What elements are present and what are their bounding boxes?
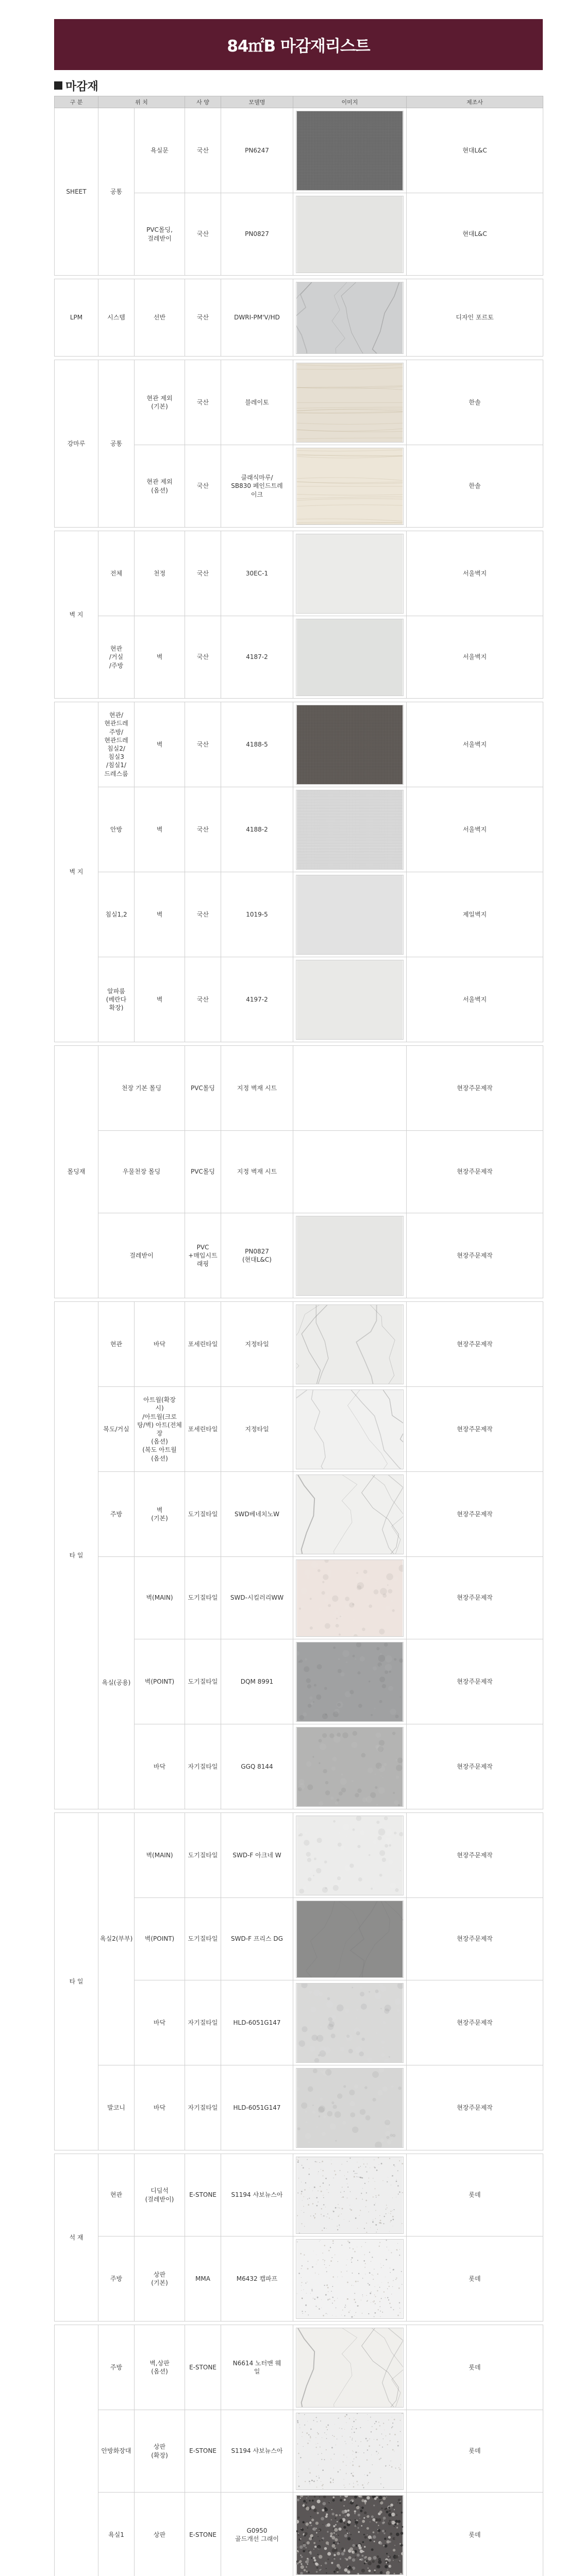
table-row bbox=[55, 1046, 543, 1131]
spec-cell: E-STONE bbox=[185, 2410, 221, 2493]
location-cell: 전체 bbox=[98, 531, 135, 616]
model-cell: M6432 캡파프 bbox=[221, 2236, 293, 2321]
location-cell: 알파룸 (베란다 확장) bbox=[98, 957, 135, 1042]
tile-pink-beige-swatch bbox=[296, 1560, 404, 1637]
image-cell bbox=[293, 2154, 407, 2236]
sub-location-cell: 벽 bbox=[135, 872, 185, 957]
sub-location-cell: 아트월(확장 시) /아트월(크로 탕/벽) 아트(전체 장 (옵션) (복도 아트월 (옵션) bbox=[135, 1387, 185, 1472]
image-cell bbox=[293, 445, 407, 528]
spec-cell: 국산 bbox=[185, 616, 221, 699]
image-cell bbox=[293, 702, 407, 787]
location-cell: 현관/현관드레 주방/현관드레 침실2/침실3 /침실1/ 드레스룸 bbox=[98, 702, 135, 787]
image-cell bbox=[293, 360, 407, 445]
header-model: 모델명 bbox=[221, 96, 293, 108]
location-cell: 걸레받이 bbox=[98, 1213, 185, 1298]
category-cell: 타 일 bbox=[55, 1302, 98, 1809]
table-row bbox=[55, 702, 543, 787]
model-cell: 1019-5 bbox=[221, 872, 293, 957]
maker-cell: 서울벽지 bbox=[407, 616, 543, 699]
location-cell: 안방화장대 bbox=[98, 2410, 135, 2493]
model-cell: S1194 샤보뉴스아 bbox=[221, 2154, 293, 2236]
location-cell: 현관 /거실 /주방 bbox=[98, 616, 135, 699]
model-cell: HLD-6051G147 bbox=[221, 2065, 293, 2150]
maker-cell: 현장주문제작 bbox=[407, 1302, 543, 1387]
maker-cell: 서울벽지 bbox=[407, 531, 543, 616]
category-cell: SHEET bbox=[55, 108, 98, 276]
table-row bbox=[55, 2236, 543, 2321]
maker-cell: 제일벽지 bbox=[407, 872, 543, 957]
image-cell bbox=[293, 2325, 407, 2410]
tile-mid-gray-swatch bbox=[296, 1727, 404, 1807]
spec-cell: 국산 bbox=[185, 193, 221, 276]
sheet-white-swatch bbox=[296, 196, 404, 273]
spec-cell: 도기질타일 bbox=[185, 1472, 221, 1557]
model-cell: 클래식마루/ SB830 페인드트레 이크 bbox=[221, 445, 293, 528]
tile-light-stone-swatch bbox=[296, 1983, 404, 2063]
sub-location-cell: 벽 bbox=[135, 702, 185, 787]
maker-cell: 롯데 bbox=[407, 2325, 543, 2410]
image-cell bbox=[293, 616, 407, 699]
maker-cell: 롯데 bbox=[407, 2493, 543, 2576]
header-image: 이미지 bbox=[293, 96, 407, 108]
table-row bbox=[55, 279, 543, 357]
sub-location-cell: 디딤석 (걸레받이) bbox=[135, 2154, 185, 2236]
sub-location-cell: 벽(POINT) bbox=[135, 1898, 185, 1980]
category-cell: 강마루 bbox=[55, 360, 98, 528]
header-spec: 사 양 bbox=[185, 96, 221, 108]
location-cell: 욕실2(부부) bbox=[98, 1813, 135, 2065]
sub-location-cell: 천정 bbox=[135, 531, 185, 616]
location-cell: 시스템 bbox=[98, 279, 135, 357]
header-maker: 제조사 bbox=[407, 96, 543, 108]
spec-cell: 자기질타일 bbox=[185, 2065, 221, 2150]
model-cell: 4188-2 bbox=[221, 787, 293, 872]
group-spacer bbox=[55, 1042, 543, 1046]
tile-white-vein-swatch bbox=[296, 1475, 404, 1554]
location-cell: 주방 bbox=[98, 2236, 135, 2321]
floor-beige-wood-swatch bbox=[296, 363, 404, 443]
wall-white-gray-swatch bbox=[296, 960, 404, 1040]
maker-cell: 현대L&C bbox=[407, 108, 543, 193]
sub-location-cell: 벽 bbox=[135, 787, 185, 872]
granite-dark-1-swatch bbox=[296, 2495, 404, 2575]
maker-cell: 현장주문제작 bbox=[407, 1724, 543, 1809]
image-cell bbox=[293, 108, 407, 193]
group-spacer bbox=[55, 2150, 543, 2154]
spec-cell: 도기질타일 bbox=[185, 1813, 221, 1898]
group-spacer bbox=[55, 699, 543, 702]
model-cell: SWD-F 아크네 W bbox=[221, 1813, 293, 1898]
spec-cell: 국산 bbox=[185, 787, 221, 872]
page-title-banner bbox=[54, 19, 543, 70]
model-cell: 블레이토 bbox=[221, 360, 293, 445]
sub-location-cell: 현관 제외 (옵션) bbox=[135, 445, 185, 528]
image-cell bbox=[293, 1724, 407, 1809]
spec-cell: 포세린타일 bbox=[185, 1302, 221, 1387]
wall-light-gray-swatch bbox=[296, 619, 404, 696]
sub-location-cell: 바닥 bbox=[135, 1980, 185, 2065]
model-cell: SWD-F 프리스 DG bbox=[221, 1898, 293, 1980]
wall-pale-gray-swatch bbox=[296, 875, 404, 955]
sub-location-cell: 욕실문 bbox=[135, 108, 185, 193]
image-cell bbox=[293, 1131, 407, 1213]
location-cell: 욕실1 bbox=[98, 2493, 135, 2576]
table-row bbox=[55, 787, 543, 872]
table-row bbox=[55, 957, 543, 1042]
image-cell bbox=[293, 1639, 407, 1724]
location-cell: 주방 bbox=[98, 1472, 135, 1557]
location-cell: 현관 bbox=[98, 2154, 135, 2236]
bullet-square-icon bbox=[54, 81, 62, 90]
tile-white-soft-swatch bbox=[296, 1816, 404, 1895]
table-row bbox=[55, 531, 543, 616]
tile-light-stone-2-swatch bbox=[296, 2068, 404, 2148]
image-cell bbox=[293, 1387, 407, 1472]
sub-location-cell: 바닥 bbox=[135, 1302, 185, 1387]
model-cell: 지정타일 bbox=[221, 1302, 293, 1387]
maker-cell: 현장주문제작 bbox=[407, 1131, 543, 1213]
sheet-gray-fabric-swatch bbox=[296, 111, 404, 191]
maker-cell: 롯데 bbox=[407, 2410, 543, 2493]
maker-cell: 한솔 bbox=[407, 360, 543, 445]
spec-cell: 국산 bbox=[185, 108, 221, 193]
maker-cell: 롯데 bbox=[407, 2236, 543, 2321]
table-header-row bbox=[55, 96, 543, 108]
image-cell bbox=[293, 2065, 407, 2150]
image-cell bbox=[293, 1898, 407, 1980]
group-spacer bbox=[55, 276, 543, 279]
group-spacer bbox=[55, 1298, 543, 1302]
image-cell bbox=[293, 1557, 407, 1639]
table-row bbox=[55, 1131, 543, 1213]
wall-light-linen-swatch bbox=[296, 790, 404, 870]
table-row bbox=[55, 108, 543, 193]
image-cell bbox=[293, 2493, 407, 2576]
sub-location-cell: 벽 (기본) bbox=[135, 1472, 185, 1557]
floor-cream-wood-swatch bbox=[296, 448, 404, 525]
table-row bbox=[55, 1813, 543, 1898]
table-row bbox=[55, 872, 543, 957]
maker-cell: 한솔 bbox=[407, 445, 543, 528]
sub-location-cell: 현관 제외 (기본) bbox=[135, 360, 185, 445]
stone-calacatta-swatch bbox=[296, 2328, 404, 2408]
group-spacer bbox=[55, 2321, 543, 2325]
spec-cell: 국산 bbox=[185, 957, 221, 1042]
spec-cell: 도기질타일 bbox=[185, 1898, 221, 1980]
lpm-gray-marble-swatch bbox=[296, 282, 404, 354]
model-cell: 30EC-1 bbox=[221, 531, 293, 616]
image-cell bbox=[293, 1813, 407, 1898]
maker-cell: 현장주문제작 bbox=[407, 1213, 543, 1298]
spec-cell: E-STONE bbox=[185, 2325, 221, 2410]
header-category: 구 분 bbox=[55, 96, 98, 108]
spec-cell: PVC몰딩 bbox=[185, 1046, 221, 1131]
maker-cell: 롯데 bbox=[407, 2154, 543, 2236]
model-cell: PN0827 (현대L&C) bbox=[221, 1213, 293, 1298]
spec-cell: PVC +매입시트 래핑 bbox=[185, 1213, 221, 1298]
spec-cell: 국산 bbox=[185, 872, 221, 957]
spec-cell: 국산 bbox=[185, 702, 221, 787]
spec-cell: 국산 bbox=[185, 360, 221, 445]
location-cell: 천장 기본 몰딩 bbox=[98, 1046, 185, 1131]
category-cell bbox=[55, 2325, 98, 2576]
maker-cell: 현장주문제작 bbox=[407, 1980, 543, 2065]
spec-cell: 국산 bbox=[185, 279, 221, 357]
maker-cell: 현장주문제작 bbox=[407, 1046, 543, 1131]
category-cell: 석 재 bbox=[55, 2154, 98, 2321]
image-cell bbox=[293, 1046, 407, 1131]
maker-cell: 서울벽지 bbox=[407, 957, 543, 1042]
model-cell: HLD-6051G147 bbox=[221, 1980, 293, 2065]
sub-location-cell: 바닥 bbox=[135, 2065, 185, 2150]
model-cell: 지정타일 bbox=[221, 1387, 293, 1472]
image-cell bbox=[293, 2236, 407, 2321]
tile-white-marble-swatch bbox=[296, 1304, 404, 1384]
location-cell: 주방 bbox=[98, 2325, 135, 2410]
location-cell: 우물천장 몰딩 bbox=[98, 1131, 185, 1213]
table-row bbox=[55, 360, 543, 445]
model-cell: DQM 8991 bbox=[221, 1639, 293, 1724]
image-cell bbox=[293, 957, 407, 1042]
category-cell: LPM bbox=[55, 279, 98, 357]
image-cell bbox=[293, 193, 407, 276]
spec-cell: 도기질타일 bbox=[185, 1557, 221, 1639]
model-cell: S1194 샤보뉴스아 bbox=[221, 2410, 293, 2493]
table-row bbox=[55, 1213, 543, 1298]
sub-location-cell: PVC몰딩, 걸레받이 bbox=[135, 193, 185, 276]
image-cell bbox=[293, 1302, 407, 1387]
location-cell: 발코니 bbox=[98, 2065, 135, 2150]
image-cell bbox=[293, 2410, 407, 2493]
group-spacer bbox=[55, 1809, 543, 1813]
maker-cell: 현대L&C bbox=[407, 193, 543, 276]
model-cell: PN0827 bbox=[221, 193, 293, 276]
tile-calacatta-swatch bbox=[296, 1389, 404, 1469]
tile-dark-marble-swatch bbox=[296, 1901, 404, 1978]
maker-cell: 현장주문제작 bbox=[407, 1387, 543, 1472]
category-cell: 몰딩재 bbox=[55, 1046, 98, 1298]
model-cell: N6614 노터맨 웨 일 bbox=[221, 2325, 293, 2410]
image-cell bbox=[293, 1980, 407, 2065]
maker-cell: 디자인 포르토 bbox=[407, 279, 543, 357]
table-row bbox=[55, 2493, 543, 2576]
image-cell bbox=[293, 787, 407, 872]
model-cell: SWD-시킬러리WW bbox=[221, 1557, 293, 1639]
sub-location-cell: 상판 (확장) bbox=[135, 2410, 185, 2493]
spec-cell: 도기질타일 bbox=[185, 1639, 221, 1724]
image-cell bbox=[293, 872, 407, 957]
model-cell: 지정 벽재 시트 bbox=[221, 1046, 293, 1131]
image-cell bbox=[293, 1472, 407, 1557]
location-cell: 공통 bbox=[98, 360, 135, 528]
model-cell: GGQ 8144 bbox=[221, 1724, 293, 1809]
category-cell: 벽 지 bbox=[55, 531, 98, 699]
table-row bbox=[55, 1387, 543, 1472]
finish-material-table bbox=[54, 96, 543, 2576]
spec-cell: E-STONE bbox=[185, 2154, 221, 2236]
baseboard-white-swatch bbox=[296, 1216, 404, 1296]
maker-cell: 현장주문제작 bbox=[407, 1898, 543, 1980]
model-cell: SWD베네치노W bbox=[221, 1472, 293, 1557]
spec-cell: 자기질타일 bbox=[185, 1724, 221, 1809]
model-cell: 4197-2 bbox=[221, 957, 293, 1042]
sub-location-cell: 벽(MAIN) bbox=[135, 1813, 185, 1898]
maker-cell: 현장주문제작 bbox=[407, 1472, 543, 1557]
sub-location-cell: 상판 bbox=[135, 2493, 185, 2576]
spec-cell: 자기질타일 bbox=[185, 1980, 221, 2065]
category-cell: 타 일 bbox=[55, 1813, 98, 2150]
stone-white-speckle-swatch bbox=[296, 2157, 404, 2234]
sub-location-cell: 벽 bbox=[135, 616, 185, 699]
stone-white-solid-swatch bbox=[296, 2239, 404, 2319]
image-cell bbox=[293, 531, 407, 616]
category-cell: 벽 지 bbox=[55, 702, 98, 1042]
spec-cell: PVC몰딩 bbox=[185, 1131, 221, 1213]
maker-cell: 현장주문제작 bbox=[407, 1639, 543, 1724]
table-row bbox=[55, 616, 543, 699]
maker-cell: 서울벽지 bbox=[407, 702, 543, 787]
maker-cell: 현장주문제작 bbox=[407, 1813, 543, 1898]
sub-location-cell: 바닥 bbox=[135, 1724, 185, 1809]
image-cell bbox=[293, 279, 407, 357]
table-row bbox=[55, 2410, 543, 2493]
sub-location-cell: 벽,상판 (옵션) bbox=[135, 2325, 185, 2410]
tile-gray-stone-swatch bbox=[296, 1642, 404, 1722]
page-title: 84㎡B 마감재리스트 bbox=[227, 37, 370, 56]
maker-cell: 서울벽지 bbox=[407, 787, 543, 872]
location-cell: 욕실(공용) bbox=[98, 1557, 135, 1809]
sub-location-cell: 벽 bbox=[135, 957, 185, 1042]
image-cell bbox=[293, 1213, 407, 1298]
group-spacer bbox=[55, 357, 543, 360]
model-cell: DWRI-PM'V/HD bbox=[221, 279, 293, 357]
sub-location-cell: 상판 (기본) bbox=[135, 2236, 185, 2321]
model-cell: 지정 벽재 시트 bbox=[221, 1131, 293, 1213]
location-cell: 안방 bbox=[98, 787, 135, 872]
sub-location-cell: 벽(POINT) bbox=[135, 1639, 185, 1724]
spec-cell: 국산 bbox=[185, 531, 221, 616]
sub-location-cell: 선반 bbox=[135, 279, 185, 357]
location-cell: 공통 bbox=[98, 108, 135, 276]
group-spacer bbox=[55, 528, 543, 531]
section-title: 마감재 bbox=[65, 80, 98, 93]
table-row bbox=[55, 1302, 543, 1387]
ceiling-paper-swatch bbox=[296, 534, 404, 614]
model-cell: PN6247 bbox=[221, 108, 293, 193]
model-cell: G0950 골드개선 그래이 bbox=[221, 2493, 293, 2576]
section-heading bbox=[54, 78, 98, 93]
maker-cell: 현장주문제작 bbox=[407, 2065, 543, 2150]
stone-white-speckle-2-swatch bbox=[296, 2413, 404, 2490]
spec-cell: MMA bbox=[185, 2236, 221, 2321]
location-cell: 복도/거실 bbox=[98, 1387, 135, 1472]
table-row bbox=[55, 2325, 543, 2410]
table-row bbox=[55, 1557, 543, 1639]
wall-dark-linen-swatch bbox=[296, 705, 404, 785]
table-row bbox=[55, 2154, 543, 2236]
header-location: 위 치 bbox=[98, 96, 185, 108]
table-row bbox=[55, 1472, 543, 1557]
spec-cell: 국산 bbox=[185, 445, 221, 528]
sub-location-cell: 벽(MAIN) bbox=[135, 1557, 185, 1639]
spec-cell: E-STONE bbox=[185, 2493, 221, 2576]
model-cell: 4188-5 bbox=[221, 702, 293, 787]
table-row bbox=[55, 2065, 543, 2150]
spec-cell: 포세린타일 bbox=[185, 1387, 221, 1472]
location-cell: 현관 bbox=[98, 1302, 135, 1387]
maker-cell: 현장주문제작 bbox=[407, 1557, 543, 1639]
location-cell: 침실1,2 bbox=[98, 872, 135, 957]
model-cell: 4187-2 bbox=[221, 616, 293, 699]
